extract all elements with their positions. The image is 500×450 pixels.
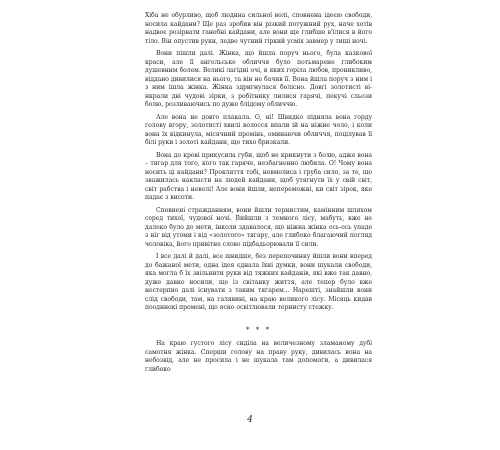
paragraph-1: Хіба не обурливо, щоб людина сильної волі, сповнена ідеєю свободи, носила кайдани? Ще раз зробив він різкий потужний рух, наче хотів надвоє розірвати ганебні кайдани, але вони ще глибше в'їлися в його тіло. Він опустив руки, ледве чутний гіркий усміх завмер у тиші ночі. — [145, 12, 372, 45]
paragraph-3: Але вона не довго плакала. О, ні! Швидко підняла вона горду голову вгору, золотисті хвилі волосся впали ій на ніжне чоло, і коли вона їх відкинула, місячний промінь, оминаючи обличчя, поцілував її білі руки і золоті кайдани, що тихо бризкали. — [145, 113, 372, 146]
paragraph-2: Вони пішли далі. Жінка, що йшла поруч нього, була казкової краси, але її ангельське обличчя було потьмарене глибоким душевним болем. Великі лагідні очі, в яких горіла любов, проникливо, віддано дивилися на нього, та він не бачив її. Вона йшла поруч з ним і з ним ішла жінка. Жінка здригнулася болісно. Довгі золотисті ві-нкрали дві чудові зірки, з робітнику лилися гарячі, пекучі сльози болю, розливаючись по дуже блідому обличчю. — [145, 50, 372, 108]
paragraph-7: На краю густого лісу сиділа на величезному зламаному дубі самотня жінка. Сперши голову на праву руку, дивилась вона на небозвід, але не просила і не шукала там допомоги, а дивилася глибоко — [145, 340, 372, 373]
paragraph-5: Сповнені стражданням, вони йшли тернистим, камінним шляхом серед тихої, чудової ночі. Вийшли з темного лісу, мабуть, вже не далеко було до мети, інколи здавалося, що ніжна жінка ось-ось упаде з ніг від утоми і від «золотого» тягару, але глибоко благаючий погляд чоловіка, його привітне слово підбадьорювали її сили. — [145, 206, 372, 248]
paragraph-4: Вона до крові прикусила губи, щоб не крикнути з болю, адже вона – тягар для того, кого так гаряче, незбагненно любила. О! Чому вона носить ці кайдани? Прокляття тобі, невмолиса і груба сило, за те, що зважилась накласти на людей кайдани, щоб утягнути їх у свій світ, світ рабства і неволі! Але вони йшли, непереможні, ки світ зірок, яке падає з висоти. — [145, 151, 372, 201]
paragraph-6: І все далі й далі, все швидше, без перепочинку йшли вони вперед до бажаної мети, одна ідея єднала їхні думки, вони шукали свободи, яка могла б їх звільнити руки від тяжких кайданів, які вже так давно, дуже давно носили, ще із світанку життя, але тепер було вже нестерпно далі існувати з таким тягарем... Нарешті, знайшли вони слід свободи, там, на галявині, на краю великого лісу. Місяць кидав поодинокі промені, що ясно освітлювали тернисту стежку. — [145, 253, 372, 311]
page-number: 4 — [247, 415, 253, 425]
text-body — [145, 12, 372, 378]
section-separator: * * * — [246, 325, 271, 334]
